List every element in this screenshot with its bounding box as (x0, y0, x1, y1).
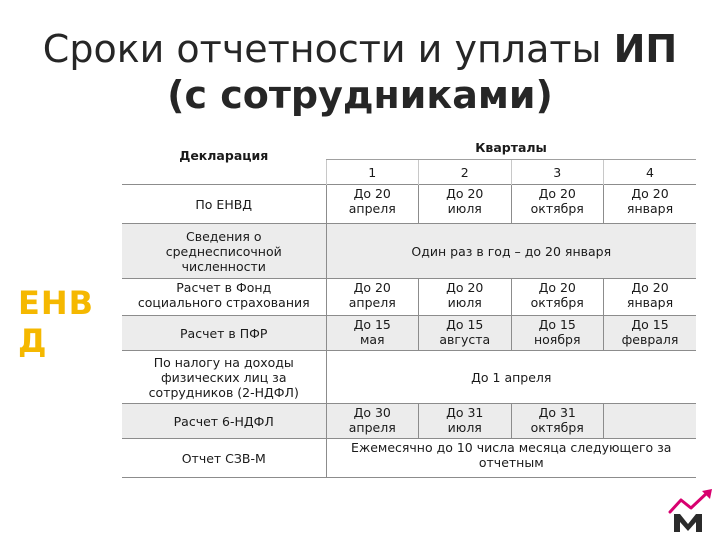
row-name: По налогу на доходы физических лиц за сотрудников (2-НДФЛ) (122, 351, 326, 404)
table-row (122, 316, 696, 351)
deadlines-table (122, 130, 696, 478)
title-line2: (с сотрудниками) (167, 73, 553, 117)
deadline-cell: До 15 ноября (511, 316, 604, 351)
quarter-header: 3 (511, 160, 604, 185)
deadline-cell: До 20 января (604, 279, 697, 316)
deadline-cell: До 20 октября (511, 279, 604, 316)
deadline-cell (604, 404, 697, 439)
deadline-cell: До 31 октября (511, 404, 604, 439)
deadline-cell: До 20 июля (419, 279, 512, 316)
deadline-cell: До 30 апреля (326, 404, 419, 439)
quarter-header: 2 (419, 160, 512, 185)
deadline-cell: До 15 мая (326, 316, 419, 351)
table-row (122, 439, 696, 478)
quarter-header: 1 (326, 160, 419, 185)
header-declaration: Декларация (179, 148, 269, 163)
merged-deadline-cell: Один раз в год – до 20 января (326, 224, 696, 279)
row-name: Отчет СЗВ-М (122, 439, 326, 478)
deadline-cell: До 15 августа (419, 316, 512, 351)
row-name: Расчет в Фонд социального страхования (122, 279, 326, 316)
deadline-cell: До 20 апреля (326, 185, 419, 224)
row-name: По ЕНВД (122, 185, 326, 224)
row-name: Расчет 6-НДФЛ (122, 404, 326, 439)
deadline-cell: До 20 октября (511, 185, 604, 224)
row-name: Сведения о среднесписочной численности (122, 224, 326, 279)
deadline-cell: До 20 января (604, 185, 697, 224)
merged-deadline-cell: До 1 апреля (326, 351, 696, 404)
deadline-cell: До 31 июля (419, 404, 512, 439)
deadline-cell: До 15 февраля (604, 316, 697, 351)
quarter-header: 4 (604, 160, 697, 185)
table-row (122, 279, 696, 316)
table-row (122, 351, 696, 404)
deadline-cell: До 20 апреля (326, 279, 419, 316)
title-line1: Сроки отчетности и уплаты (42, 27, 614, 71)
merged-deadline-cell: Ежемесячно до 10 числа месяца следующего за отчетным (326, 439, 696, 478)
table-row (122, 185, 696, 224)
row-name: Расчет в ПФР (122, 316, 326, 351)
header-quarters: Кварталы (475, 140, 547, 155)
logo-m-arrow-icon (666, 488, 716, 534)
table-row (122, 404, 696, 439)
deadline-cell: До 20 июля (419, 185, 512, 224)
table-row (122, 224, 696, 279)
title-line1-bold: ИП (613, 27, 678, 71)
side-label-envd: ЕНВ Д (18, 284, 95, 360)
page-title (0, 26, 720, 118)
